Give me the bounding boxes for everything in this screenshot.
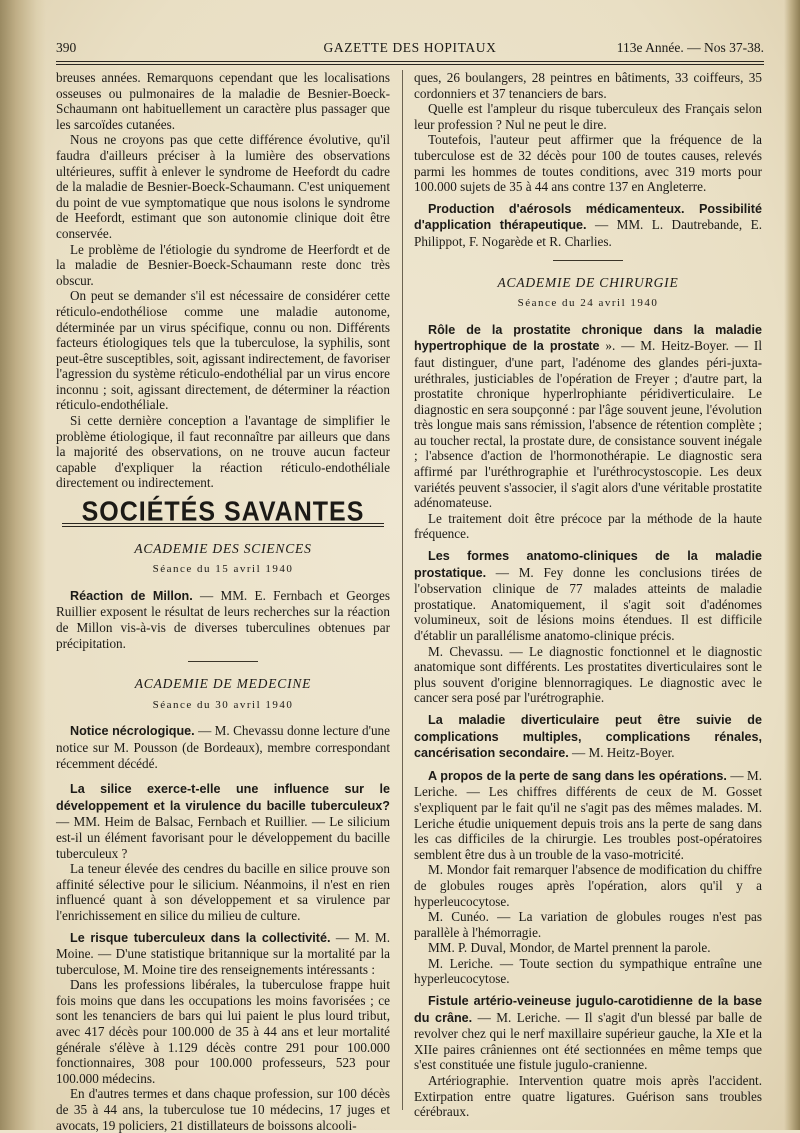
paragraph: MM. P. Duval, Mondor, de Martel prennent la parole. [428, 940, 711, 956]
paragraph: M. Leriche. — Toute section du sympathique entraîne une hyperleucocytose. [414, 955, 762, 987]
article-paragraph [414, 201, 762, 250]
academy-heading: ACADEMIE DE MEDECINE [134, 676, 312, 692]
article-text: — M. Fey donne les conclusions tirées de l'observation clinique de 77 malades atteints de maladie prostatique. Anatomiquement, il s'agit soit d'adénomes volumineux, soit de lésions moins étendues. Il est difficile d'établir un parallélisme anatomo-clinique précis. [414, 564, 762, 643]
article-title: Fistule artério-veineuse jugulo-carotidienne de la base du crâne. [414, 994, 762, 1025]
academy-heading: ACADEMIE DE CHIRURGIE [497, 274, 679, 290]
academy-heading: ACADEMIE DES SCIENCES [134, 540, 312, 556]
header-double-rule [56, 61, 764, 65]
article-paragraph [56, 930, 390, 978]
article-text: — M. Leriche. — Les chiffres différents de ceux de M. Gosset s'expliquent par le fait qu'il ne s'agit pas des mêmes malades. M. Leriche étudie uniquement depuis trois ans la perte de sang dans les cas difficiles de la chirurgie. Les troubles post-opératoires semblent être dus à un trouble de la vaso-motricité. [414, 767, 763, 862]
paragraph: Toutefois, l'auteur peut affirmer que la fréquence de la tuberculose est de 32 décès pour 100 de toutes causes, relevés parmi les hommes de toutes conditions, avec 319 morts pour 100.000 sujets de 35 à 44 ans contre 137 en Angleterre. [414, 132, 762, 195]
article-paragraph [414, 768, 762, 863]
paragraph: Nous ne croyons pas que cette différence évolutive, qu'il faudra d'ailleurs préciser à la lumière des observations ultérieures, suffit à enlever le syndrome de Heefordt du cadre de la maladie de Besnier-Boeck-Schaumann. C'est uniquement du point de vue symptomatique que nous isolons le syndrome de Heefordt, estimant que son autonomie clinique doit être conservée. [56, 132, 390, 241]
article-paragraph [56, 588, 390, 651]
paragraph: Le traitement doit être précoce par la méthode de la haute fréquence. [414, 510, 762, 542]
article-title: Le risque tuberculeux dans la collectivité. [70, 930, 331, 945]
left-column [56, 70, 390, 1133]
page-header [56, 36, 764, 60]
article-text: — M. Leriche. — Il s'agit d'un blessé par balle de revolver chez qui le nerf maxillaire supérieur gauche, la XIe et la XIIe paires crâniennes ont été sectionnées en même temps que s'est constituée une fistule jugulo-cranienne. [414, 1009, 762, 1073]
article-paragraph [56, 723, 390, 771]
article-paragraph [56, 781, 390, 861]
paragraph: La teneur élevée des cendres du bacille en silice prouve son affinité sélective pour le silicium. Néanmoins, il n'est en rien influencé quant à son développement et sa virulence par l'enrichissement en silice du milieu de culture. [56, 861, 390, 923]
article-title: A propos de la perte de sang dans les opérations. [428, 768, 727, 783]
paragraph: ques, 26 boulangers, 28 peintres en bâtiments, 33 coiffeurs, 35 cordonniers et 37 tenanciers de bars. [414, 70, 762, 101]
paragraph: M. Cunéo. — La variation de globules rouges n'est pas parallèle à l'hémorragie. [414, 909, 762, 940]
page-number: 390 [56, 40, 77, 55]
session-date: Séance du 24 avril 1940 [517, 297, 659, 310]
page-edge-shadow-right [784, 0, 800, 1130]
article-paragraph [414, 993, 762, 1073]
paragraph: Artériographie. Intervention quatre mois après l'accident. Extirpation entre quatre ligatures. Guérison sans troubles cérébraux. [414, 1073, 762, 1120]
session-date: Séance du 30 avril 1940 [152, 698, 294, 711]
paragraph: breuses années. Remarquons cependant que les localisations osseuses ou pulmonaires de la maladie de Besnier-Boeck-Schaumann ont habituellement un caractère plus passager que les sarcoïdes cutanées. [56, 70, 390, 132]
issue-info: 113e Année. — Nos 37-38. [616, 40, 764, 55]
article-title: Réaction de Millon. [70, 588, 193, 603]
article-paragraph [414, 548, 762, 644]
paragraph: Le problème de l'étiologie du syndrome de Heerfordt et de la maladie de Besnier-Boeck-Schaumann reste donc très obscur. [56, 241, 390, 288]
article-text: — MM. E. Fernbach et Georges Ruillier exposent le résultat de leurs recherches sur la réaction de Millon vis-à-vis de diverses tuberculines obtenues par précipitation. [56, 587, 390, 651]
paragraph: Quelle est l'ampleur du risque tuberculeux des Français selon leur profession ? Nul ne peut le dire. [414, 101, 762, 132]
session-date: Séance du 15 avril 1940 [152, 563, 294, 576]
article-title: La maladie diverticulaire peut être suivie de complications multiples, complications rénales, cancérisation secondaire. [414, 712, 762, 761]
article-paragraph [414, 712, 762, 762]
article-title: Notice nécrologique. [70, 724, 195, 739]
paragraph: M. Mondor fait remarquer l'absence de modification du chiffre de globules rouges après l'opération, alors qu'il y a hyperleucocytose. [414, 862, 762, 909]
column-divider [402, 70, 403, 1110]
article-title: Production d'aérosols médicamenteux. Possibilité d'application thérapeutique. [414, 201, 762, 233]
article-text: ». — M. Heitz-Boyer. — Il faut distinguer, d'une part, l'adénome des glandes péri-juxta-uréthrales, justiciables de l'opération de Freyer ; d'autre part, la prostatite chronique hyperlrophiante péridiverticulaire. Le diagnostic en sera soupçonné : par l'âge souvent jeune, l'évolution très longue mais sans rémission, l'absence de rétention complète ; au toucher rectal, la prostate dure, de consistance souvent inégale ; l'absence d'action de l'hormonothérapie. Le diagnostic sera affirmé par l'uréthrographie et l'uréthrocystoscopie. Les deux variétés peuvent s'associer, il s'agit alors d'une véritable prostatite adénomateuse. [414, 338, 762, 511]
journal-title: GAZETTE DES HOPITAUX [323, 40, 497, 55]
section-title: SOCIÉTÉS SAVANTES [81, 496, 365, 528]
article-text: — MM. Heim de Balsac, Fernbach et Ruillier. — Le silicium est-il un élément favorisant pour le développement du bacille tuberculeux ? [56, 814, 390, 861]
article-title: Rôle de la prostatite chronique dans la maladie hypertrophique de la prostate [414, 322, 762, 354]
paragraph: En d'autres termes et dans chaque profession, sur 100 décès de 35 à 44 ans, la tuberculose tue 10 médecins, 17 juges et avocats, 19 policiers, 21 distillateurs de boissons alcooli- [56, 1086, 390, 1133]
page-edge-shadow-left [0, 0, 46, 1130]
right-column [414, 70, 762, 1120]
article-paragraph [414, 322, 762, 511]
short-separator [553, 260, 623, 261]
article-text: — M. Heitz-Boyer. [568, 745, 675, 761]
article-title: La silice exerce-t-elle une influence sur le développement et la virulence du bacille tuberculeux? [56, 782, 390, 813]
paragraph: Si cette dernière conception a l'avantage de simplifier le problème étiologique, il faut reconnaître par ailleurs que dans la majorité des observations, on ne trouve aucun facteur capable d'expliquer la réaction réticulo-endothéliale directement ou indirectement. [56, 413, 390, 491]
paragraph: Dans les professions libérales, la tuberculose frappe huit fois moins que dans les occupations les moins favorisées ; ce sont les tenanciers de bars qui lui paient le plus lourd tribut, avec 417 décès pour 100.000 de 35 à 44 ans et leur mortalité générale s'élève à 1.129 décès contre 291 pour 100.000 fonctionnaires, 308 pour 100.000 professeurs, 523 pour 100.000 médecins. [56, 977, 390, 1086]
article-text: — MM. L. Dautrebande, E. Philippot, F. Nogarède et R. Charlies. [414, 217, 762, 249]
article-title: Les formes anatomo-cliniques de la maladie prostatique. [414, 549, 762, 580]
paragraph: On peut se demander s'il est nécessaire de considérer cette réticulo-endothéliose comme une maladie autonome, déterminée par un virus spécifique, connu ou non. Différents facteurs étiologiques tels que la tuberculose, la syphilis, sont peut-être susceptibles, soit, agissant indirectement, de favoriser l'agression du système réticulo-endothélial par un virus encore inconnu ; soit, agissant directement, de déterminer la réaction réticulo-endothéliale. [56, 288, 390, 413]
paragraph: M. Chevassu. — Le diagnostic fonctionnel et le diagnostic anatomique sont différents. Les prostatites diverticulaires sont le plus souvent d'origine blennorragiques. Le diagnostic avec le cancer sera posé par l'urétrographie. [414, 643, 762, 706]
short-separator [188, 661, 258, 662]
article-text: — M. Chevassu donne lecture d'une notice sur M. Pousson (de Bordeaux), membre correspondant récemment décédé. [56, 723, 390, 771]
article-text: — M. M. Moine. — D'une statistique britannique sur la mortalité par la tuberculose, M. Moine tire des renseignements intéressants : [56, 929, 391, 977]
